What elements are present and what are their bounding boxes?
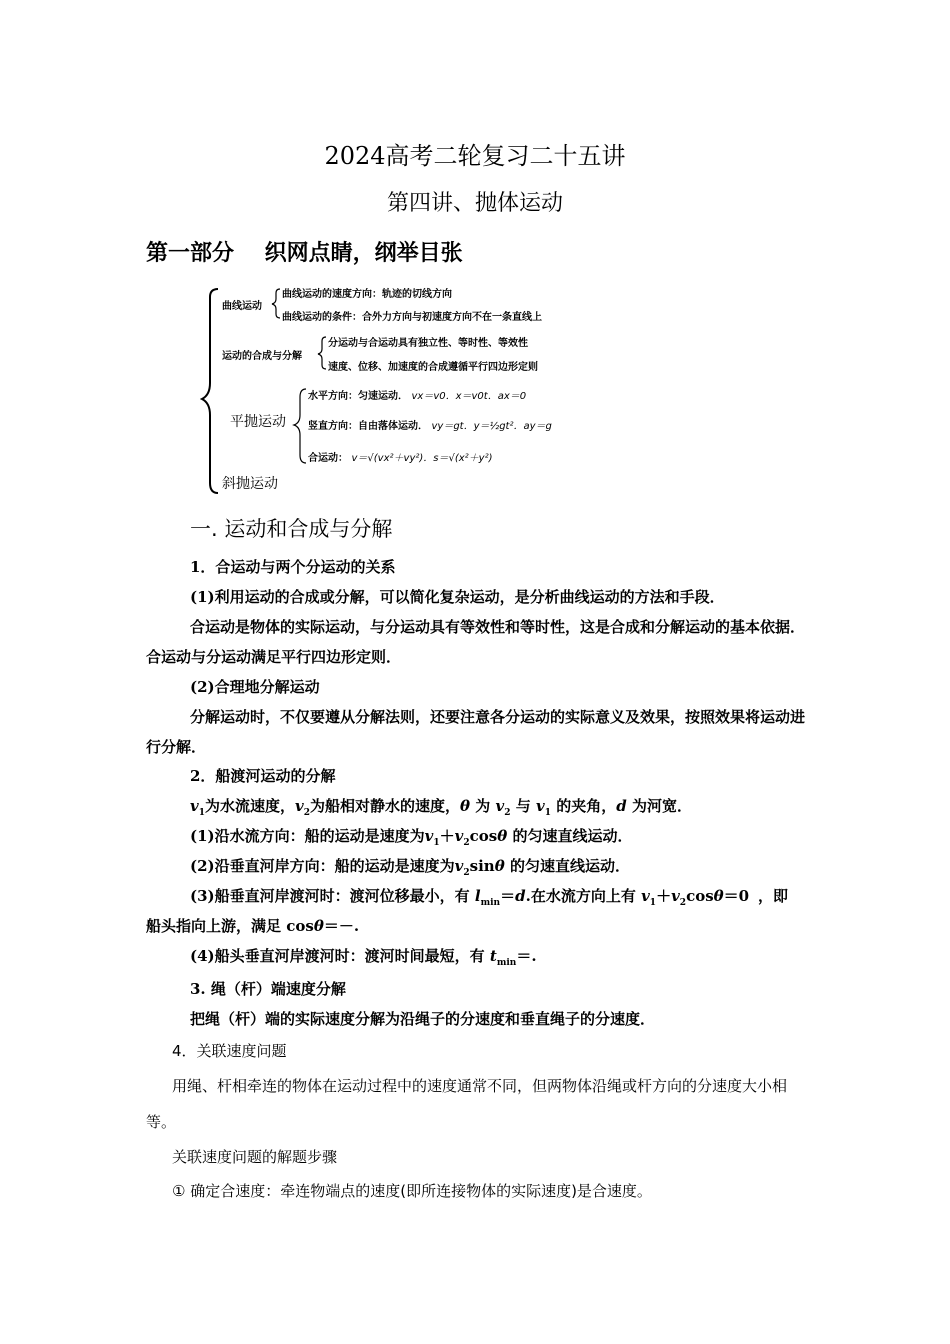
diagram-curve-direction: 曲线运动的速度方向：轨迹的切线方向 xyxy=(282,289,452,300)
paragraph-6: 用绳、杆相牵连的物体在运动过程中的速度通常不同，但两物体沿绳或杆方向的分速度大小相等。 xyxy=(146,1077,788,1131)
diagram-combined-label: 合运动： v＝√(vx²＋vy²)．s＝√(x²＋y²) xyxy=(308,453,493,464)
boat-definition-line: $v_1$为水流速度，$v_2$为船相对静水的速度，θ 为 $v_2$ 与 $v_1$ 的夹角，d 为河宽． xyxy=(190,797,692,818)
subheading-1: 1．合运动与两个分运动的关系 xyxy=(190,558,396,576)
paragraph-7: 关联速度问题的解题步骤 xyxy=(172,1148,338,1166)
diagram-vertical-label: 竖直方向：自由落体运动． vy＝gt．y＝½gt²．ay＝g xyxy=(308,421,552,432)
diagram-composition-item-1: 分运动与合运动具有独立性、等时性、等效性 xyxy=(328,338,528,349)
diagram-curve-label: 曲线运动 xyxy=(222,301,262,312)
subheading-3: 3. 绳（杆）端速度分解 xyxy=(190,980,346,998)
paragraph-3: (2)合理地分解运动 xyxy=(190,678,320,696)
knowledge-diagram xyxy=(200,283,600,498)
diagram-oblique-label: 斜抛运动 xyxy=(222,476,278,492)
boat-line-3-cont: 船头指向上游，满足 cosθ＝－. xyxy=(146,917,360,935)
diagram-composition-item-2: 速度、位移、加速度的合成遵循平行四边形定则 xyxy=(328,362,538,373)
part-title: 第一部分 织网点睛，纲举目张 xyxy=(146,240,463,266)
boat-line-1: (1)沿水流方向：船的运动是速度为$v_1+v_2\cos\theta$ 的匀速直线运动． xyxy=(190,827,633,848)
boat-line-4: (4)船头垂直河岸渡河时：渡河时间最短，有 $t_{min}=$. xyxy=(190,947,537,968)
subheading-2: 2．船渡河运动的分解 xyxy=(190,767,336,785)
boat-line-3-end: ，即 xyxy=(758,887,789,905)
paragraph-8: ① 确定合速度：牵连物端点的速度(即所连接物体的实际速度)是合速度。 xyxy=(172,1182,652,1200)
diagram-curve-condition: 曲线运动的条件：合外力方向与初速度方向不在一条直线上 xyxy=(282,312,542,323)
boat-line-3: (3)船垂直河岸渡河时：渡河位移最小，有 $l_{min}=d$.在水流方向上有 $v_1+v_2\cos\theta=0$ xyxy=(190,887,750,908)
paragraph-4: 分解运动时，不仅要遵从分解法则，还要注意各分运动的实际意义及效果，按照效果将运动进行分解． xyxy=(146,708,806,756)
boat-line-2: (2)沿垂直河岸方向：船的运动是速度为$v_2\sin\theta$ 的匀速直线运动． xyxy=(190,857,630,878)
diagram-projectile-label: 平抛运动 xyxy=(230,414,286,430)
page-subtitle: 第四讲、抛体运动 xyxy=(386,191,563,216)
diagram-composition-label: 运动的合成与分解 xyxy=(222,351,302,362)
subheading-4: 4．关联速度问题 xyxy=(172,1042,287,1060)
paragraph-5: 把绳（杆）端的实际速度分解为沿绳子的分速度和垂直绳子的分速度． xyxy=(190,1010,656,1028)
section-heading: 一. 运动和合成与分解 xyxy=(190,517,393,541)
paragraph-2: 合运动是物体的实际运动，与分运动具有等效性和等时性，这是合成和分解运动的基本依据．合运动与分运动满足平行四边形定则． xyxy=(146,618,806,666)
diagram-horizontal-label: 水平方向：匀速运动． vx＝v0．x＝v0t．ax＝0 xyxy=(308,391,527,402)
page-title: 2024高考二轮复习二十五讲 xyxy=(324,142,626,170)
paragraph-1: (1)利用运动的合成或分解，可以简化复杂运动，是分析曲线运动的方法和手段． xyxy=(190,588,725,606)
